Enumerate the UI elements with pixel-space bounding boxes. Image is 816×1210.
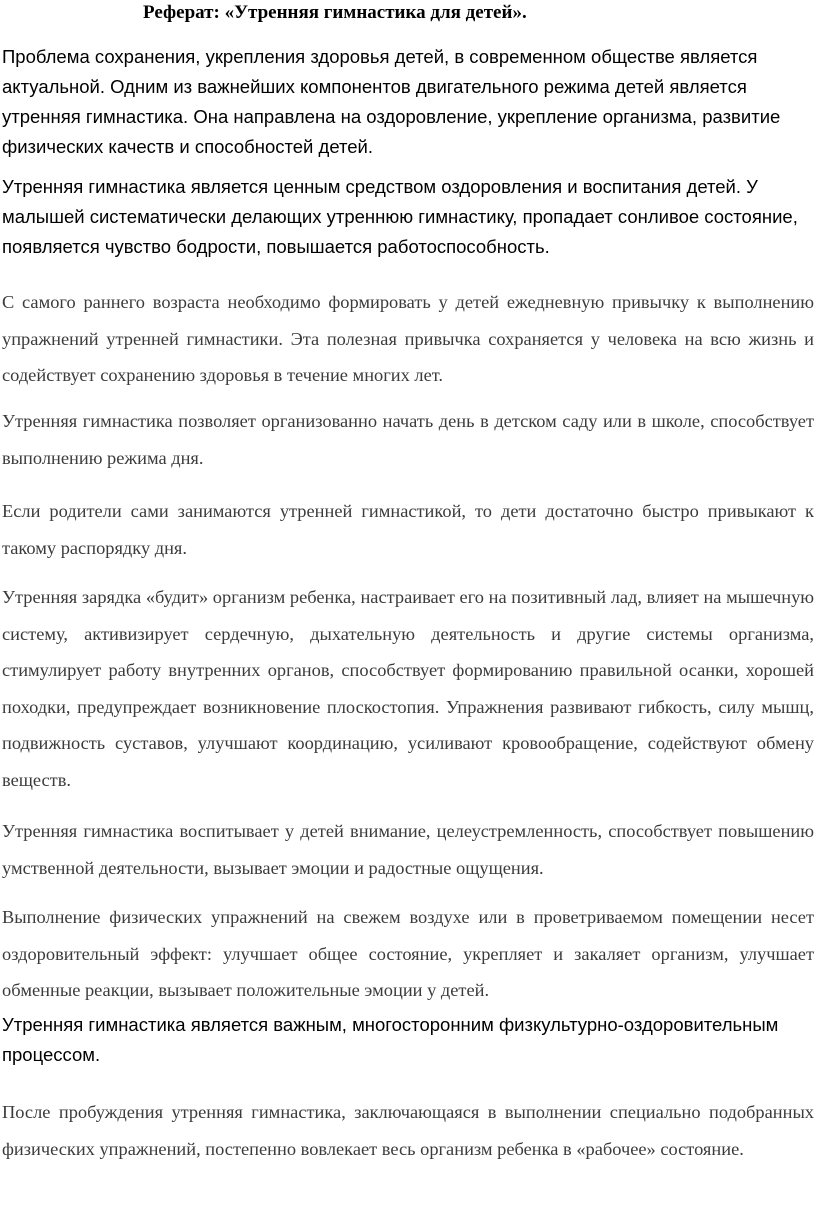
paragraph-health-problem: Проблема сохранения, укрепления здоровья детей, в современном обществе является актуальной. Одним из важнейших компонентов двигательного режима детей является утренняя гимнастика. Она направлена на оздоровление, укрепление организма, развитие физических качеств и способностей детей.: [2, 46, 781, 157]
document-title: Реферат: «Утренняя гимнастика для детей».: [143, 2, 527, 23]
paragraph-parents-example: Если родители сами занимаются утренней гимнастикой, то дети достаточно быстро привыкают к такому распорядку дня.: [2, 501, 814, 558]
paragraph-daily-habit: С самого раннего возраста необходимо формировать у детей ежедневную привычку к выполнению упражнений утренней гимнастики. Эта полезная привычка сохраняется у человека на всю жизнь и содействует сохранению здоровья в течение многих лет.: [2, 292, 814, 385]
paragraph-attention-emotions: Утренняя гимнастика воспитывает у детей внимание, целеустремленность, способствует повышению умственной деятельности, вызывает эмоции и радостные ощущения.: [2, 821, 814, 878]
paragraph-after-waking: После пробуждения утренняя гимнастика, заключающаяся в выполнении специально подобранных физических упражнений, постепенно вовлекает весь организм ребенка в «рабочее» состояние.: [2, 1102, 814, 1159]
paragraph-organized-day: Утренняя гимнастика позволяет организованно начать день в детском саду или в школе, способствует выполнению режима дня.: [2, 411, 814, 468]
paragraph-health-value: Утренняя гимнастика является ценным средством оздоровления и воспитания детей. У малышей систематически делающих утреннюю гимнастику, пропадает сонливое состояние, появляется чувство бодрости, повышается работоспособность.: [2, 176, 798, 257]
paragraph-fresh-air: Выполнение физических упражнений на свежем воздухе или в проветриваемом помещении несет оздоровительный эффект: улучшает общее состояние, укрепляет и закаляет организм, улучшает обменные реакции, вызывает положительные эмоции у детей.: [2, 907, 814, 1000]
paragraph-body-effects: Утренняя зарядка «будит» организм ребенка, настраивает его на позитивный лад, влияет на мышечную систему, активизирует сердечную, дыхательную деятельность и другие системы организма, стимулирует работу внутренних органов, способствует формированию правильной осанки, хорошей походки, предупреждает возникновение плоскостопия. Упражнения развивают гибкость, силу мышц, подвижность суставов, улучшают координацию, усиливают кровообращение, содействуют обмену веществ.: [2, 587, 814, 790]
paragraph-important-process: Утренняя гимнастика является важным, многосторонним физкультурно-оздоровительным процессом.: [2, 1014, 779, 1065]
